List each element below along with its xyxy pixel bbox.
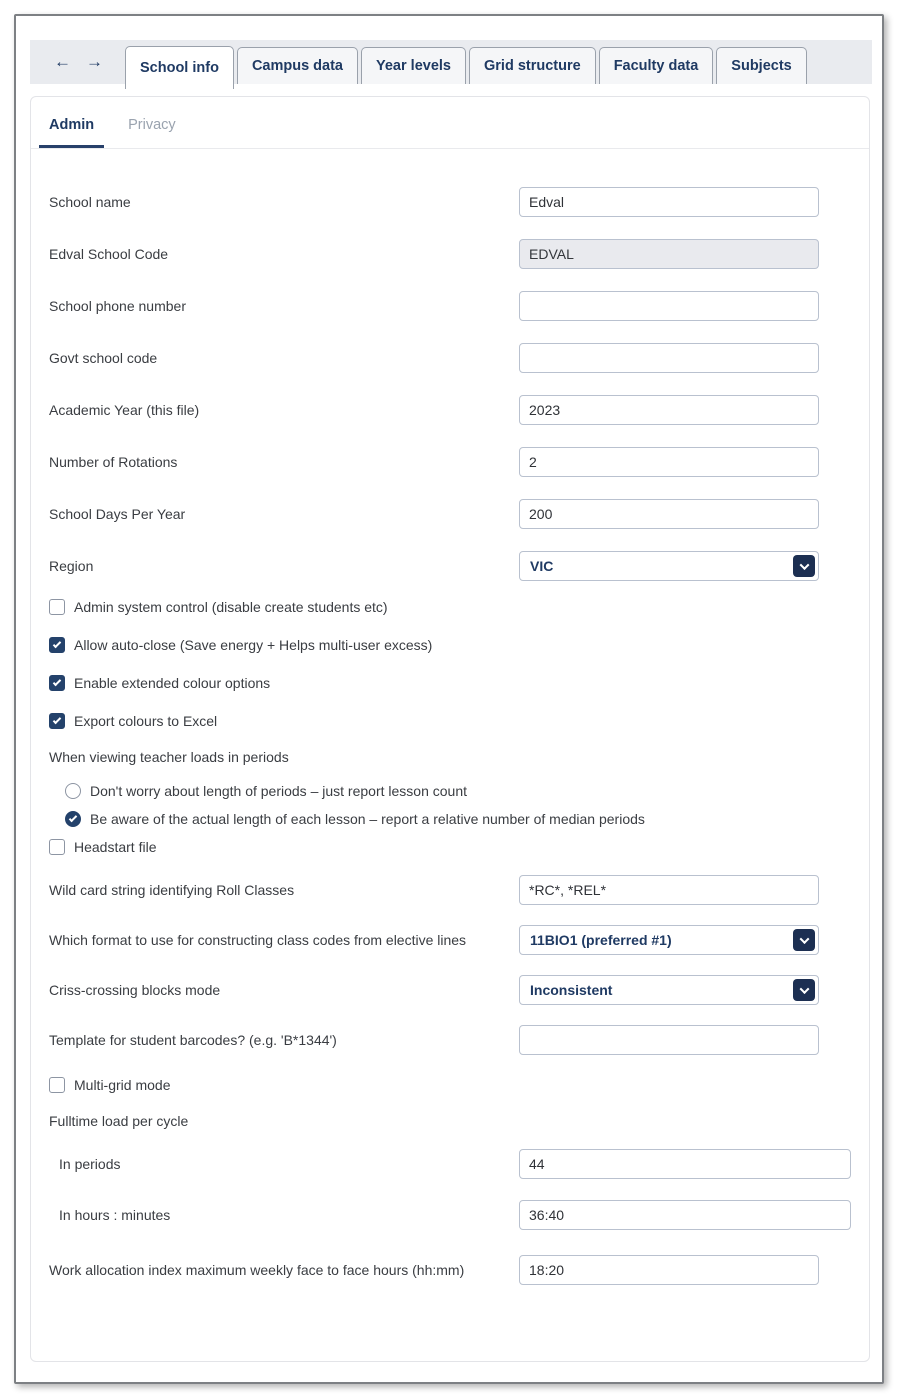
form-row xyxy=(49,1025,851,1055)
forward-arrow-icon[interactable]: → xyxy=(86,52,103,71)
checkbox-label: Multi-grid mode xyxy=(74,1076,171,1093)
barcode-template-input[interactable] xyxy=(519,1025,819,1055)
checkbox-row xyxy=(49,673,851,692)
checkbox-row xyxy=(49,1075,851,1094)
form-row xyxy=(49,975,851,1005)
field-label: Region xyxy=(49,558,94,574)
field-label: In hours : minutes xyxy=(59,1207,171,1223)
checkbox-row xyxy=(49,597,851,616)
school-days-input[interactable] xyxy=(519,499,819,529)
class-code-format-select[interactable] xyxy=(519,925,819,955)
nav-arrows xyxy=(54,52,103,72)
fulltime-load-group-label: Fulltime load per cycle xyxy=(49,1113,189,1129)
school-name-input[interactable] xyxy=(519,187,819,217)
tab-faculty-data[interactable]: Faculty data xyxy=(599,47,714,84)
export-colours-checkbox[interactable] xyxy=(49,713,65,729)
form-row xyxy=(49,925,851,955)
field-label: Govt school code xyxy=(49,350,158,366)
main-tab-bar xyxy=(30,40,872,84)
form-row xyxy=(49,1149,851,1179)
form-row xyxy=(49,499,851,529)
chevron-down-icon[interactable] xyxy=(793,929,815,951)
check-icon xyxy=(53,639,61,647)
field-label: School Days Per Year xyxy=(49,506,186,522)
checkbox-row xyxy=(49,635,851,654)
form-row xyxy=(49,291,851,321)
back-arrow-icon[interactable]: ← xyxy=(54,52,71,71)
criss-crossing-value: Inconsistent xyxy=(530,982,613,998)
field-label: School phone number xyxy=(49,298,186,314)
field-label: Work allocation index maximum weekly face to face hours (hh:mm) xyxy=(49,1262,465,1278)
radio-row xyxy=(65,781,851,800)
field-label: Edval School Code xyxy=(49,246,169,262)
checkbox-label: Headstart file xyxy=(74,838,157,855)
field-label: Criss-crossing blocks mode xyxy=(49,982,221,998)
form-row xyxy=(49,187,851,217)
check-icon xyxy=(69,813,77,821)
region-select-value: VIC xyxy=(530,558,554,574)
form-row xyxy=(49,239,851,269)
form-row xyxy=(49,551,851,581)
class-code-format-value: 11BIO1 (preferred #1) xyxy=(530,932,672,948)
multi-grid-checkbox[interactable] xyxy=(49,1077,65,1093)
in-hours-minutes-input[interactable] xyxy=(519,1200,851,1230)
school-phone-input[interactable] xyxy=(519,291,819,321)
allow-auto-close-checkbox[interactable] xyxy=(49,637,65,653)
criss-crossing-select[interactable] xyxy=(519,975,819,1005)
edval-school-code-input xyxy=(519,239,819,269)
chevron-down-icon[interactable] xyxy=(793,555,815,577)
radio-row xyxy=(65,809,851,828)
form-row xyxy=(49,1255,851,1285)
field-label: Which format to use for constructing class codes from elective lines xyxy=(49,932,467,948)
settings-window xyxy=(14,14,884,1384)
school-info-panel xyxy=(30,96,870,1362)
form-row xyxy=(49,343,851,373)
tab-campus-data[interactable]: Campus data xyxy=(237,47,358,84)
admin-settings-form xyxy=(31,149,869,1285)
checkbox-label: Export colours to Excel xyxy=(74,712,218,729)
govt-school-code-input[interactable] xyxy=(519,343,819,373)
field-label: School name xyxy=(49,194,131,210)
radio-label: Don't worry about length of periods – just report lesson count xyxy=(90,782,467,799)
form-row xyxy=(49,875,851,905)
lesson-count-radio[interactable] xyxy=(65,783,81,799)
tab-school-info[interactable]: School info xyxy=(125,46,234,89)
in-periods-input[interactable] xyxy=(519,1149,851,1179)
work-allocation-input[interactable] xyxy=(519,1255,819,1285)
roll-class-wildcard-input[interactable] xyxy=(519,875,819,905)
extended-colour-checkbox[interactable] xyxy=(49,675,65,691)
region-select[interactable] xyxy=(519,551,819,581)
teacher-loads-group-label: When viewing teacher loads in periods xyxy=(49,749,289,765)
tab-grid-structure[interactable]: Grid structure xyxy=(469,47,596,84)
field-label: Template for student barcodes? (e.g. 'B*1344') xyxy=(49,1032,337,1048)
form-row xyxy=(49,1200,851,1230)
field-label: Wild card string identifying Roll Classes xyxy=(49,882,295,898)
radio-label: Be aware of the actual length of each lesson – report a relative number of median periods xyxy=(90,810,645,827)
subtab-privacy[interactable]: Privacy xyxy=(128,117,176,133)
form-row xyxy=(49,395,851,425)
chevron-down-icon[interactable] xyxy=(793,979,815,1001)
check-icon xyxy=(53,677,61,685)
checkbox-row xyxy=(49,711,851,730)
field-label: In periods xyxy=(59,1156,121,1172)
checkbox-label: Enable extended colour options xyxy=(74,674,271,691)
median-periods-radio[interactable] xyxy=(65,811,81,827)
subtab-admin[interactable]: Admin xyxy=(39,117,104,148)
sub-tab-bar xyxy=(31,97,869,149)
tab-year-levels[interactable]: Year levels xyxy=(361,47,466,84)
admin-system-control-checkbox[interactable] xyxy=(49,599,65,615)
checkbox-row xyxy=(49,837,851,856)
checkbox-label: Admin system control (disable create students etc) xyxy=(74,598,388,615)
main-tabs xyxy=(125,46,807,84)
headstart-file-checkbox[interactable] xyxy=(49,839,65,855)
checkbox-label: Allow auto-close (Save energy + Helps multi-user excess) xyxy=(74,636,433,653)
tab-subjects[interactable]: Subjects xyxy=(716,47,806,84)
field-label: Number of Rotations xyxy=(49,454,178,470)
rotations-input[interactable] xyxy=(519,447,819,477)
field-label: Academic Year (this file) xyxy=(49,402,200,418)
form-row xyxy=(49,447,851,477)
academic-year-input[interactable] xyxy=(519,395,819,425)
check-icon xyxy=(53,715,61,723)
